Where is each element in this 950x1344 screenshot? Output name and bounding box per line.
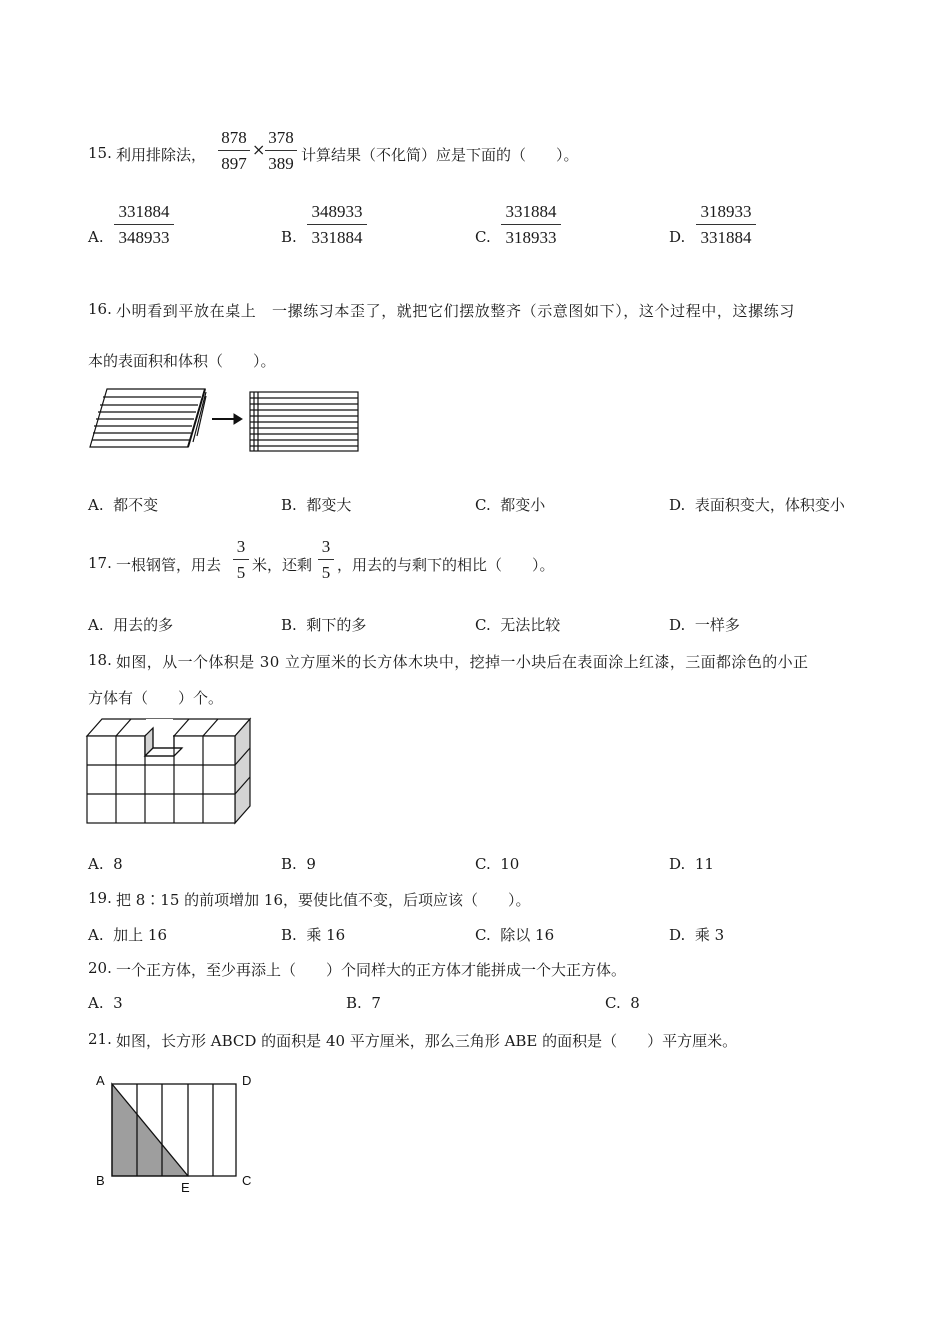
q15-option-c-label[interactable]: C. [475,228,491,246]
q15-times: × [252,140,266,159]
q17-number: 17. [88,554,112,572]
q15-text-before: 利用排除法， [116,146,207,164]
q15-frac1: 878 897 [218,128,250,174]
q17-text2: 米，还剩 [252,556,313,574]
q17-option-d[interactable]: D. 一样多 [669,616,740,634]
q15-option-b-label[interactable]: B. [281,228,297,246]
label-c: C [242,1173,252,1188]
q15-option-a-frac[interactable]: 331884 348933 [114,202,174,248]
q21-rectangle-abcd-figure [92,1070,262,1196]
q20-number: 20. [88,959,112,977]
q20-option-c[interactable]: C. 8 [605,994,640,1012]
q16-option-a[interactable]: A. 都不变 [88,496,159,514]
q15-number: 15. [88,144,112,162]
q18-option-b[interactable]: B. 9 [281,855,316,873]
q19-option-b[interactable]: B. 乘 16 [281,926,346,944]
q16-option-d[interactable]: D. 表面积变大，体积变小 [669,496,845,514]
label-e: E [181,1180,190,1195]
label-b: B [96,1173,105,1188]
q20-option-b[interactable]: B. 7 [346,994,381,1012]
q15-frac2: 378 389 [265,128,297,174]
q17-text1: 一根钢管，用去 [116,556,222,574]
label-a: A [96,1073,105,1088]
q20-option-a[interactable]: A. 3 [88,994,123,1012]
q19-option-c[interactable]: C. 除以 16 [475,926,555,944]
q15-option-d-frac[interactable]: 318933 331884 [696,202,756,248]
q21-text: 如图，长方形 ABCD 的面积是 40 平方厘米，那么三角形 ABE 的面积是（ ）平方厘米。 [116,1032,738,1050]
q16-number: 16. [88,300,112,318]
q17-frac-b: 3 5 [318,537,334,583]
q15-option-c-frac[interactable]: 331884 318933 [501,202,561,248]
q16-line1: 小明看到平放在桌上 一摞练习本歪了，就把它们摆放整齐（示意图如下），这个过程中，这摞练习 [116,302,795,320]
q18-option-d[interactable]: D. 11 [669,855,714,873]
q18-option-c[interactable]: C. 10 [475,855,520,873]
q18-line1: 如图，从一个体积是 30 立方厘米的长方体木块中，挖掉一小块后在表面涂上红漆，三面都涂色的小正 [116,653,809,671]
q17-frac-a: 3 5 [233,537,249,583]
q15-option-b-frac[interactable]: 348933 331884 [307,202,367,248]
q17-option-b[interactable]: B. 剩下的多 [281,616,367,634]
q19-number: 19. [88,889,112,907]
label-d: D [242,1073,252,1088]
q17-text3: ，用去的与剩下的相比（ ）。 [337,556,555,574]
q16-notebook-stack-figure [88,384,363,454]
triangle-abe [112,1084,188,1176]
q16-option-c[interactable]: C. 都变小 [475,496,546,514]
q19-option-d[interactable]: D. 乘 3 [669,926,725,944]
q15-option-a-label[interactable]: A. [88,228,104,246]
q16-line2: 本的表面积和体积（ ）。 [88,352,276,370]
q19-text: 把 8∶15 的前项增加 16，要使比值不变，后项应该（ ）。 [116,891,531,909]
q17-option-a[interactable]: A. 用去的多 [88,616,174,634]
q18-option-a[interactable]: A. 8 [88,855,123,873]
q18-cuboid-figure [86,716,256,826]
q18-number: 18. [88,651,112,669]
q17-option-c[interactable]: C. 无法比较 [475,616,561,634]
q16-option-b[interactable]: B. 都变大 [281,496,352,514]
q20-text: 一个正方体，至少再添上（ ）个同样大的正方体才能拼成一个大正方体。 [116,961,627,979]
arrow-right-icon [212,414,242,424]
q21-number: 21. [88,1030,112,1048]
q15-text-after: 计算结果（不化简）应是下面的（ ）。 [301,146,579,164]
q19-option-a[interactable]: A. 加上 16 [88,926,168,944]
q18-line2: 方体有（ ）个。 [88,689,224,707]
q15-option-d-label[interactable]: D. [669,228,686,246]
tilted-stack-outline [90,389,205,447]
